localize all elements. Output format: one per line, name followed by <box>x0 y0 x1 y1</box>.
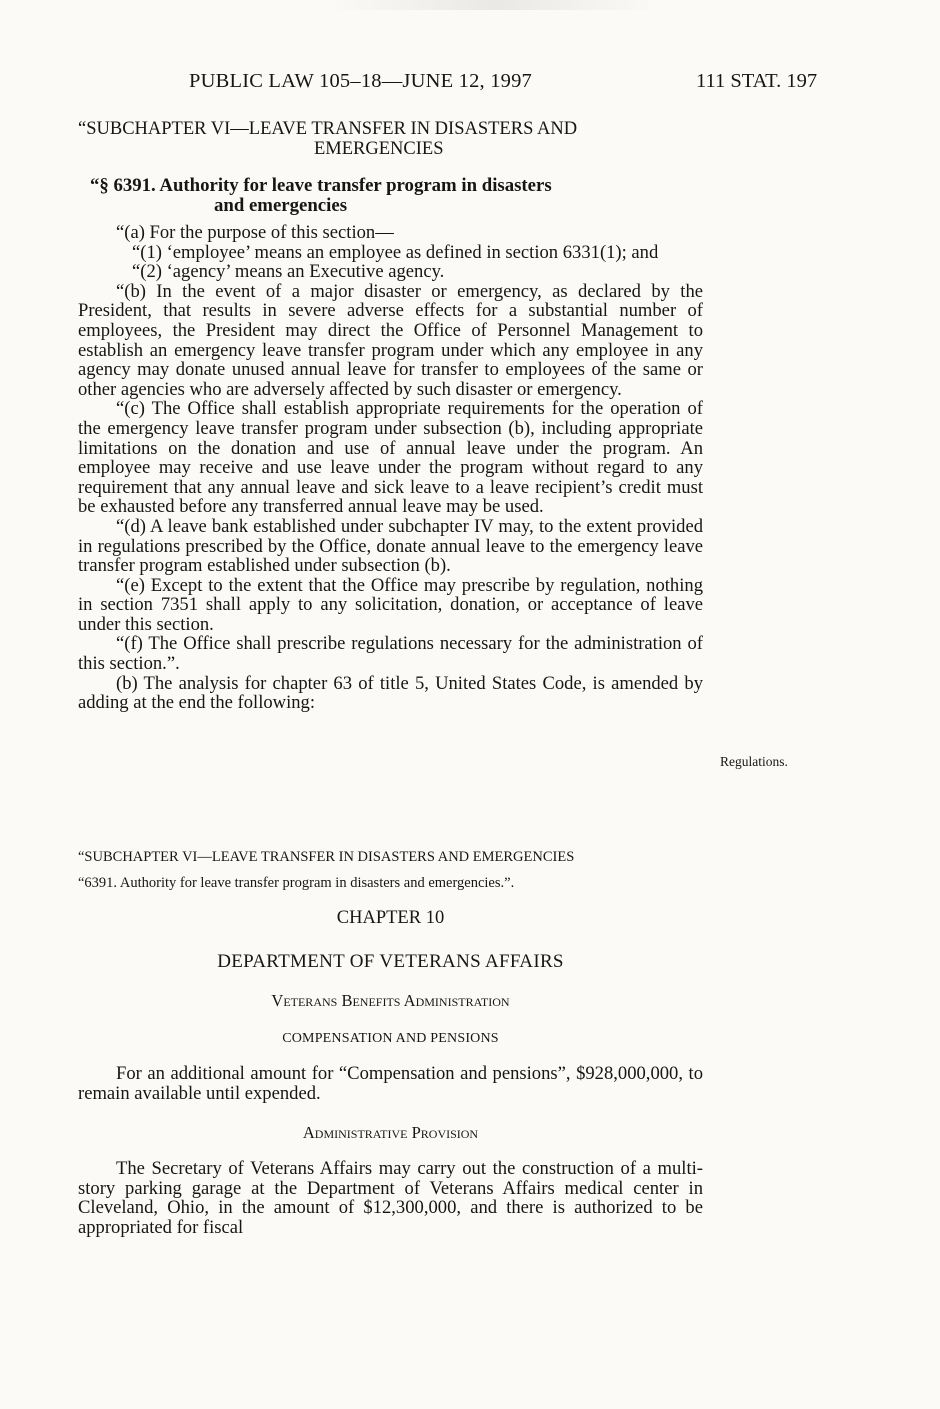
toc-subchapter-line: “SUBCHAPTER VI—LEAVE TRANSFER IN DISASTERS AND EMERGENCIES <box>78 849 575 865</box>
section-heading-line2: and emergencies <box>214 195 348 216</box>
paragraph-a2: “(2) ‘agency’ means an Executive agency. <box>132 261 445 283</box>
paragraph-b: “(b) In the event of a major disaster or emergency, as declared by the President, that results in severe adverse effects for a substantial number of employees, the President may direct the Office of Personnel Management to establish an emergency leave transfer program under which any employee in any agency may donate unused annual leave for transfer to employees of the same or other agencies who are adversely affected by such disaster or emergency. <box>78 280 703 400</box>
section-heading <box>90 176 705 216</box>
paragraph-e: “(e) Except to the extent that the Office may prescribe by regulation, nothing in section 7351 shall apply to any solicitation, donation, or acceptance of leave under this section. <box>78 574 703 635</box>
administrative-provision-text: The Secretary of Veterans Affairs may carry out the construction of a multi-story parking garage at the Department of Veterans Affairs medical center in Cleveland, Ohio, in the amount of $12,300,000, and there is authorized to be appropriated for fiscal <box>78 1158 703 1238</box>
chapter-number: CHAPTER 10 <box>336 908 445 928</box>
paragraph-c: “(c) The Office shall establish appropriate requirements for the operation of the emergency leave transfer program under subsection (b), including appropriate limitations on the donation and use of annual leave under the program. An employee may receive and use leave under the program without regard to any requirement that any annual leave and sick leave to a leave recipient’s credit must be exhausted before any transferred annual leave may be used. <box>78 398 703 518</box>
compensation-text: For an additional amount for “Compensation and pensions”, $928,000,000, to remain available until expended. <box>78 1063 703 1104</box>
paragraph-f: “(f) The Office shall prescribe regulations necessary for the administration of this section.”. <box>78 633 703 675</box>
toc-section-line: “6391. Authority for leave transfer program in disasters and emergencies.”. <box>78 875 515 891</box>
scan-artifact <box>330 0 660 10</box>
paragraph-analysis: (b) The analysis for chapter 63 of title 5, United States Code, is amended by adding at the end the following: <box>78 672 703 714</box>
subchapter-title <box>78 119 778 159</box>
section-heading-line1: “§ 6391. Authority for leave transfer program in disasters <box>90 175 552 196</box>
account-heading: COMPENSATION AND PENSIONS <box>282 1031 499 1046</box>
subchapter-title-line2: EMERGENCIES <box>314 139 444 159</box>
paragraph-d: “(d) A leave bank established under subchapter IV may, to the extent provided in regulations prescribed by the Office, donate annual leave to the emergency leave transfer program established under subsection (b). <box>78 515 703 577</box>
chapter-title: DEPARTMENT OF VETERANS AFFAIRS <box>217 951 564 972</box>
administrative-provision-heading: Administrative Provision <box>302 1123 479 1142</box>
paragraph-a: “(a) For the purpose of this section— <box>116 222 394 243</box>
paragraph-a1: “(1) ‘employee’ means an employee as defined in section 6331(1); and <box>132 241 659 263</box>
margin-note: Regulations. <box>720 754 788 769</box>
section-body <box>78 223 703 713</box>
administrative-provision-paragraph <box>78 1159 703 1237</box>
running-header-page: 111 STAT. 197 <box>696 70 818 92</box>
compensation-paragraph <box>78 1064 703 1103</box>
agency-heading: Veterans Benefits Administration <box>271 991 510 1010</box>
running-header-title: PUBLIC LAW 105–18—JUNE 12, 1997 <box>189 70 532 92</box>
subchapter-title-line1: “SUBCHAPTER VI—LEAVE TRANSFER IN DISASTERS AND <box>78 119 578 139</box>
